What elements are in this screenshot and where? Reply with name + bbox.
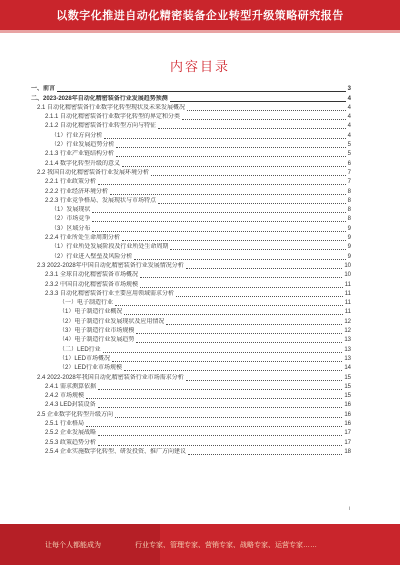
toc-entry-label: 2.5.4 企业实施数字化转型、研发投资、推广方向建议	[45, 448, 187, 455]
toc-leader-dots	[86, 426, 342, 427]
toc-entry-label: 2.5.1 行业格局	[45, 420, 85, 427]
toc-entry-label: 2.5 企业数字化转型升级方向	[37, 411, 114, 418]
toc-entry-label: 二、2023-2028年自动化精密装备行业发展趋势预测	[31, 95, 168, 102]
table-of-contents	[31, 85, 351, 457]
toc-entry-label: 2.3 2022-2028年中国自动化精密装备行业发展情况分析	[37, 262, 184, 269]
toc-entry[interactable]	[31, 355, 351, 364]
toc-leader-dots	[182, 119, 346, 120]
toc-leader-dots	[92, 231, 345, 232]
toc-entry-page: 13	[344, 355, 351, 362]
toc-leader-dots	[122, 240, 346, 241]
toc-entry[interactable]	[31, 327, 351, 336]
toc-leader-dots	[98, 389, 342, 390]
toc-leader-dots	[186, 268, 343, 269]
toc-entry[interactable]	[31, 448, 351, 457]
toc-entry-label: 2.4.2 市场规模	[45, 393, 85, 400]
toc-leader-dots	[170, 101, 346, 102]
toc-entry[interactable]	[31, 159, 351, 168]
toc-entry-label: 2.5.2 企业发展战略	[45, 430, 97, 437]
toc-leader-dots	[151, 175, 346, 176]
toc-entry[interactable]	[31, 104, 351, 113]
toc-entry-page: 10	[344, 272, 351, 279]
toc-entry-page: 15	[344, 393, 351, 400]
toc-leader-dots	[110, 194, 346, 195]
toc-leader-dots	[57, 91, 346, 92]
toc-entry[interactable]	[31, 178, 351, 187]
toc-entry-page: 8	[347, 216, 351, 223]
toc-entry-label: 2.4.1 需求测算依据	[45, 383, 97, 390]
toc-entry[interactable]	[31, 299, 351, 308]
toc-entry-page: 13	[344, 346, 351, 353]
toc-entry-label: 2.1.1 自动化精密装备行业数字化转型的界定和分类	[45, 114, 181, 121]
toc-leader-dots	[134, 259, 345, 260]
toc-entry-page: 6	[347, 160, 351, 167]
toc-entry-page: 8	[347, 207, 351, 214]
toc-leader-dots	[103, 352, 343, 353]
toc-entry-page: 4	[347, 114, 351, 121]
toc-entry-label: 2.2.2 行业经济环境分析	[45, 188, 109, 195]
toc-leader-dots	[136, 342, 342, 343]
toc-entry[interactable]	[31, 150, 351, 159]
toc-entry-label: 2.3.3 自动化精密装备行业主要应用领域需求分析	[45, 290, 175, 297]
toc-entry-page: 17	[344, 430, 351, 437]
toc-entry[interactable]	[31, 113, 351, 122]
toc-leader-dots	[186, 380, 343, 381]
toc-entry-page: 11	[344, 300, 351, 307]
toc-entry-label: （1）行业所处发展阶段及行业所处生命周期	[51, 244, 169, 251]
toc-entry[interactable]	[31, 392, 351, 401]
toc-entry-page: 12	[344, 318, 351, 325]
toc-entry-page: 15	[344, 374, 351, 381]
toc-entry-page: 18	[344, 448, 351, 455]
toc-entry-page: 16	[344, 402, 351, 409]
toc-entry-page: 7	[347, 169, 351, 176]
toc-leader-dots	[104, 138, 345, 139]
toc-entry-page: 8	[347, 188, 351, 195]
toc-leader-dots	[187, 110, 346, 111]
toc-entry[interactable]	[31, 252, 351, 261]
toc-leader-dots	[92, 212, 345, 213]
toc-entry[interactable]	[31, 122, 351, 131]
toc-entry-page: 15	[344, 383, 351, 390]
toc-entry-page: 11	[344, 309, 351, 316]
toc-entry-label: 2.2 我国自动化精密装备行业发展环境分析	[37, 169, 150, 176]
toc-entry-page: 9	[347, 244, 351, 251]
toc-entry-page: 4	[347, 95, 351, 102]
toc-leader-dots	[112, 361, 342, 362]
toc-entry[interactable]	[31, 85, 351, 94]
toc-heading: 内容目录	[169, 59, 230, 74]
toc-entry-label: （2）电子制造行业发展现状及应用情况	[59, 318, 165, 325]
toc-entry-label: 2.5.3 政策趋势分析	[45, 439, 97, 446]
toc-entry-page: 9	[347, 235, 351, 242]
toc-leader-dots	[170, 249, 345, 250]
toc-entry-page: 4	[347, 123, 351, 130]
toc-entry-page: 10	[344, 262, 351, 269]
toc-entry-label: （1）LED市场概况	[59, 355, 111, 362]
toc-leader-dots	[140, 287, 343, 288]
toc-entry-label: 2.2.1 行业政策分析	[45, 179, 97, 186]
toc-entry[interactable]	[31, 308, 351, 317]
toc-entry-label: （3）区域分布	[51, 225, 91, 232]
toc-entry[interactable]	[31, 187, 351, 196]
toc-entry-label: （一）电子制造行业	[59, 300, 114, 307]
toc-entry-page: 8	[347, 197, 351, 204]
toc-entry-page: 11	[344, 290, 351, 297]
toc-entry[interactable]	[31, 280, 351, 289]
toc-entry-label: （2）市场竞争	[51, 216, 91, 223]
toc-entry-label: 2.1.2 自动化精密装备行业转型方向与特征	[45, 123, 157, 130]
toc-leader-dots	[86, 398, 342, 399]
toc-entry-label: （2）行业发展趋势分析	[51, 142, 115, 149]
toc-entry[interactable]	[31, 429, 351, 438]
toc-entry[interactable]	[31, 410, 351, 419]
toc-leader-dots	[98, 435, 342, 436]
toc-leader-dots	[98, 407, 343, 408]
toc-entry-label: （二）LED行业	[59, 346, 101, 353]
toc-entry[interactable]	[31, 169, 351, 178]
toc-leader-dots	[136, 333, 342, 334]
footer-right-text: 行业专家、管理专家、营销专家、战略专家、运营专家……	[135, 541, 317, 549]
toc-leader-dots	[122, 166, 346, 167]
toc-entry-label: 2.1 自动化精密装备行业数字化转型现状及未来发展概况	[37, 104, 186, 111]
toc-leader-dots	[98, 184, 346, 185]
footer-left-text: 让每个人都能成为	[45, 541, 101, 549]
toc-entry[interactable]	[31, 141, 351, 150]
toc-leader-dots	[115, 417, 342, 418]
toc-entry-label: 2.3.2 中国自动化精密装备市场规模	[45, 281, 139, 288]
toc-entry-label: 一、前言	[31, 86, 56, 93]
toc-entry[interactable]	[31, 438, 351, 447]
toc-leader-dots	[115, 305, 343, 306]
toc-entry-label: （2）LED行业市场规模	[59, 365, 123, 372]
toc-leader-dots	[158, 128, 346, 129]
toc-entry-page: 5	[347, 151, 351, 158]
toc-entry[interactable]	[31, 383, 351, 392]
header-stripe	[0, 30, 400, 33]
toc-entry-label: （2）行业进入壁垒及风险分析	[51, 253, 133, 260]
toc-entry[interactable]	[31, 197, 351, 206]
toc-entry-label: 2.2.3 行业竞争格局、发展现状与市场特点	[45, 197, 157, 204]
toc-leader-dots	[92, 221, 345, 222]
toc-leader-dots	[176, 296, 343, 297]
toc-entry-label: 2.4.3 LED封装设备	[45, 402, 96, 409]
toc-entry-label: （1）电子制造行业概况	[59, 309, 123, 316]
toc-entry[interactable]	[31, 224, 351, 233]
toc-entry-label: （4）电子制造行业发展趋势	[59, 337, 135, 344]
toc-entry[interactable]	[31, 345, 351, 354]
toc-entry-page: 4	[347, 104, 351, 111]
toc-entry-page: 9	[347, 253, 351, 260]
toc-entry[interactable]	[31, 290, 351, 299]
toc-entry-page: 5	[347, 142, 351, 149]
report-title: 以数字化推进自动化精密装备企业转型升级策略研究报告	[56, 10, 344, 22]
toc-entry[interactable]	[31, 206, 351, 215]
toc-entry-label: 2.2.4 行业所处生命周期分析	[45, 235, 121, 242]
toc-entry[interactable]	[31, 373, 351, 382]
toc-leader-dots	[158, 203, 346, 204]
toc-entry[interactable]	[31, 420, 351, 429]
toc-entry-label: 2.1.4 数字化转型升级的意义	[45, 160, 121, 167]
toc-entry-page: 16	[344, 411, 351, 418]
toc-entry-label: 2.4 2022-2028年我国自动化精密装备行业市场需求分析	[37, 374, 184, 381]
toc-entry[interactable]	[31, 401, 351, 410]
toc-leader-dots	[116, 147, 345, 148]
toc-entry[interactable]	[31, 336, 351, 345]
toc-entry-page: 9	[347, 225, 351, 232]
toc-leader-dots	[140, 277, 342, 278]
toc-entry-label: 2.3.1 全球自动化精密装备市场概况	[45, 272, 139, 279]
toc-entry-page: 17	[344, 439, 351, 446]
toc-entry-label: （3）电子制造行业市场规模	[59, 328, 135, 335]
page-number: i	[348, 506, 350, 512]
toc-entry[interactable]	[31, 94, 351, 103]
toc-entry-page: 16	[344, 420, 351, 427]
toc-entry[interactable]	[31, 317, 351, 326]
toc-entry[interactable]	[31, 243, 351, 252]
toc-entry[interactable]	[31, 271, 351, 280]
toc-entry[interactable]	[31, 234, 351, 243]
toc-entry-page: 4	[347, 132, 351, 139]
toc-entry-page: 11	[344, 281, 351, 288]
toc-entry-page: 14	[344, 365, 351, 372]
toc-entry-page: 7	[347, 179, 351, 186]
toc-entry-label: 2.1.3 行业产业链结构分析	[45, 151, 115, 158]
toc-leader-dots	[124, 370, 342, 371]
toc-entry-page: 12	[344, 328, 351, 335]
toc-entry-label: （1）发展现状	[51, 207, 91, 214]
toc-entry-label: （1）行业方向分析	[51, 132, 103, 139]
toc-leader-dots	[98, 445, 342, 446]
toc-entry-page: 3	[347, 86, 351, 93]
toc-entry-page: 13	[344, 337, 351, 344]
toc-entry[interactable]	[31, 215, 351, 224]
toc-leader-dots	[166, 324, 342, 325]
toc-leader-dots	[116, 156, 346, 157]
toc-entry[interactable]	[31, 262, 351, 271]
toc-entry[interactable]	[31, 364, 351, 373]
toc-leader-dots	[124, 314, 342, 315]
toc-leader-dots	[188, 454, 342, 455]
toc-entry[interactable]	[31, 131, 351, 140]
footer-slogan	[0, 524, 400, 565]
